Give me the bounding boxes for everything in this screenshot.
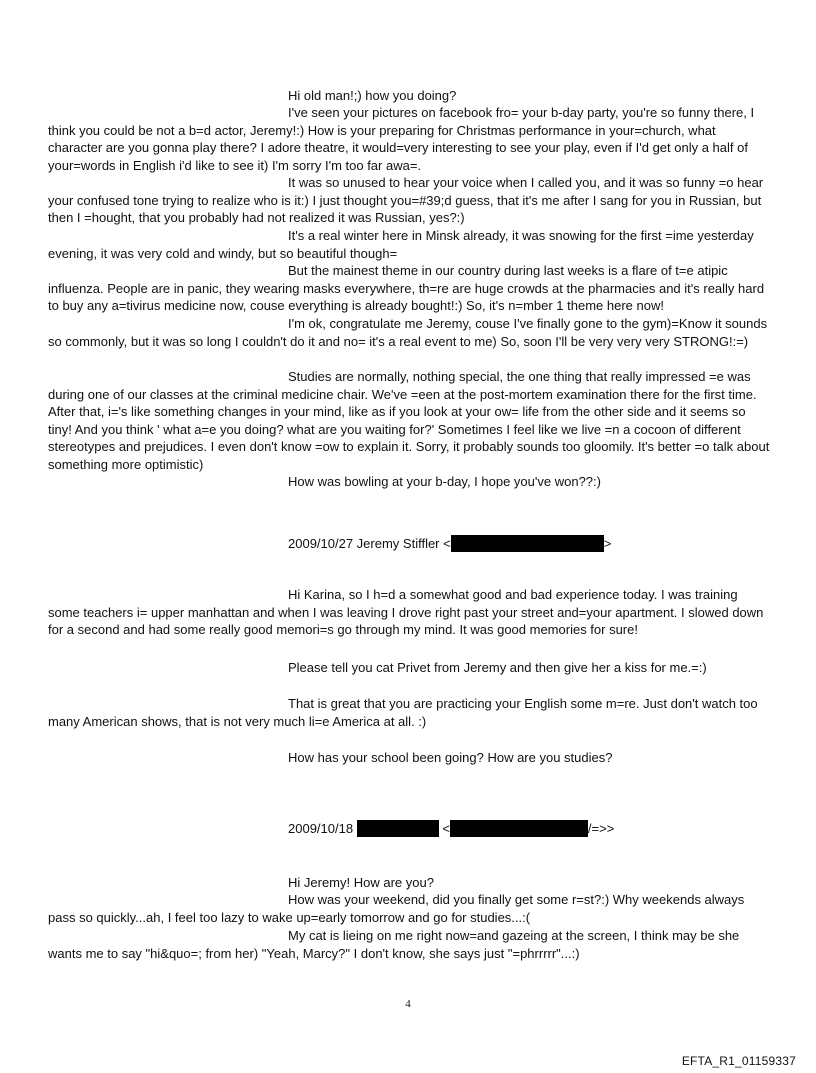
email2-paragraph-4: How has your school been going? How are you studies?	[288, 750, 613, 765]
email-header-1	[288, 535, 611, 553]
email1-paragraph-3: It's a real winter here in Minsk already, it was snowing for the first =ime yesterday evening, it was very cold and windy, but so beautiful though=	[48, 228, 754, 261]
page-number: 4	[405, 998, 411, 1010]
header-2-suffix: /=>>	[587, 821, 615, 836]
email1-paragraph-4: But the mainest theme in our country during last weeks is a flare of t=e atipic influenza. People are in panic, they wearing masks everywhere, th=re are huge crowds at the pharmacies and it's really hard to buy any a=tivirus medicine now, couse everything is already bought!:) So, it's n=mber 1 theme here now!	[48, 263, 765, 313]
header-1-suffix: >	[603, 536, 612, 551]
email2-paragraph-1: Hi Karina, so I h=d a somewhat good and bad experience today. I was training some teachers i= upper manhattan and when I was leaving I drove right past your street and=your apartment. I slowed down for a second and had some really good memori=s go through my mind. It was good memories for sure!	[48, 587, 764, 637]
email3-paragraph-2: My cat is lieing on me right now=and gazeing at the screen, I think may be she wants me to say "hi&quo=; from her) "Yeah, Marcy?" I don't know, she says just "=phrrrrr"...:)	[48, 928, 740, 961]
redaction-block	[451, 535, 604, 552]
redaction-block	[450, 820, 588, 837]
header-2-date: 2009/10/18	[288, 821, 354, 836]
email1-paragraph-7: How was bowling at your b-day, I hope you've won??:)	[288, 474, 601, 489]
email3-greeting: Hi Jeremy! How are you?	[288, 875, 434, 890]
header-2-lt: <	[442, 821, 450, 836]
email1-paragraph-5: I'm ok, congratulate me Jeremy, couse I've finally gone to the gym)=Know it sounds so commonly, but it was so long I couldn't do it and no= it's a real event to me) So, soon I'll be very very very STRONG!:=)	[48, 316, 768, 349]
redaction-block	[357, 820, 439, 837]
email1-paragraph-6: Studies are normally, nothing special, the one thing that really impressed =e was during one of our classes at the criminal medicine chair. We've =een at the post-mortem examination there for the first time. After that, i='s like something changes in your mind, like as if you look at your ow= life from the other side and it seems so tiny! And you think ' what a=e you doing? what are you waiting for?' Sometimes I feel like we live =n a cocoon of different stereotypes and prejudices. I even don't know =ow to explain it. Sorry, it probably sounds too gloomily. It's better =o talk about something more optimistic)	[48, 369, 770, 472]
email2-paragraph-2: Please tell you cat Privet from Jeremy and then give her a kiss for me.=:)	[288, 660, 707, 675]
email3-paragraph-1: How was your weekend, did you finally get some r=st?:) Why weekends always pass so quickly...ah, I feel too lazy to wake up=early tomorrow and go for studies...:(	[48, 892, 745, 925]
email2-paragraph-3: That is great that you are practicing your English some m=re. Just don't watch too many American shows, that is not very much li=e America at all. :)	[48, 696, 758, 729]
document-id-footer: EFTA_R1_01159337	[681, 1054, 796, 1068]
header-1-prefix: 2009/10/27 Jeremy Stiffler <	[288, 536, 451, 551]
email1-greeting: Hi old man!;) how you doing?	[288, 88, 457, 103]
email-header-2	[288, 820, 614, 838]
email1-paragraph-2: It was so unused to hear your voice when I called you, and it was so funny =o hear your confused tone trying to realize who is it:) I just thought you=#39;d guess, that it's me after I sang for you in Russian, but then I =hought, that you probably had not realized it was Russian, yes?:)	[48, 175, 764, 225]
email1-paragraph-1: I've seen your pictures on facebook fro= your b-day party, you're so funny there, I think you could be not a b=d actor, Jeremy!:) How is your preparing for Christmas performance in your=church, what character are you gonna play there? I adore theatre, it would=very interesting to see your play, even if I'd get only a half of your=words in English i'd like to see it) I'm sorry I'm too far awa=.	[48, 105, 755, 173]
